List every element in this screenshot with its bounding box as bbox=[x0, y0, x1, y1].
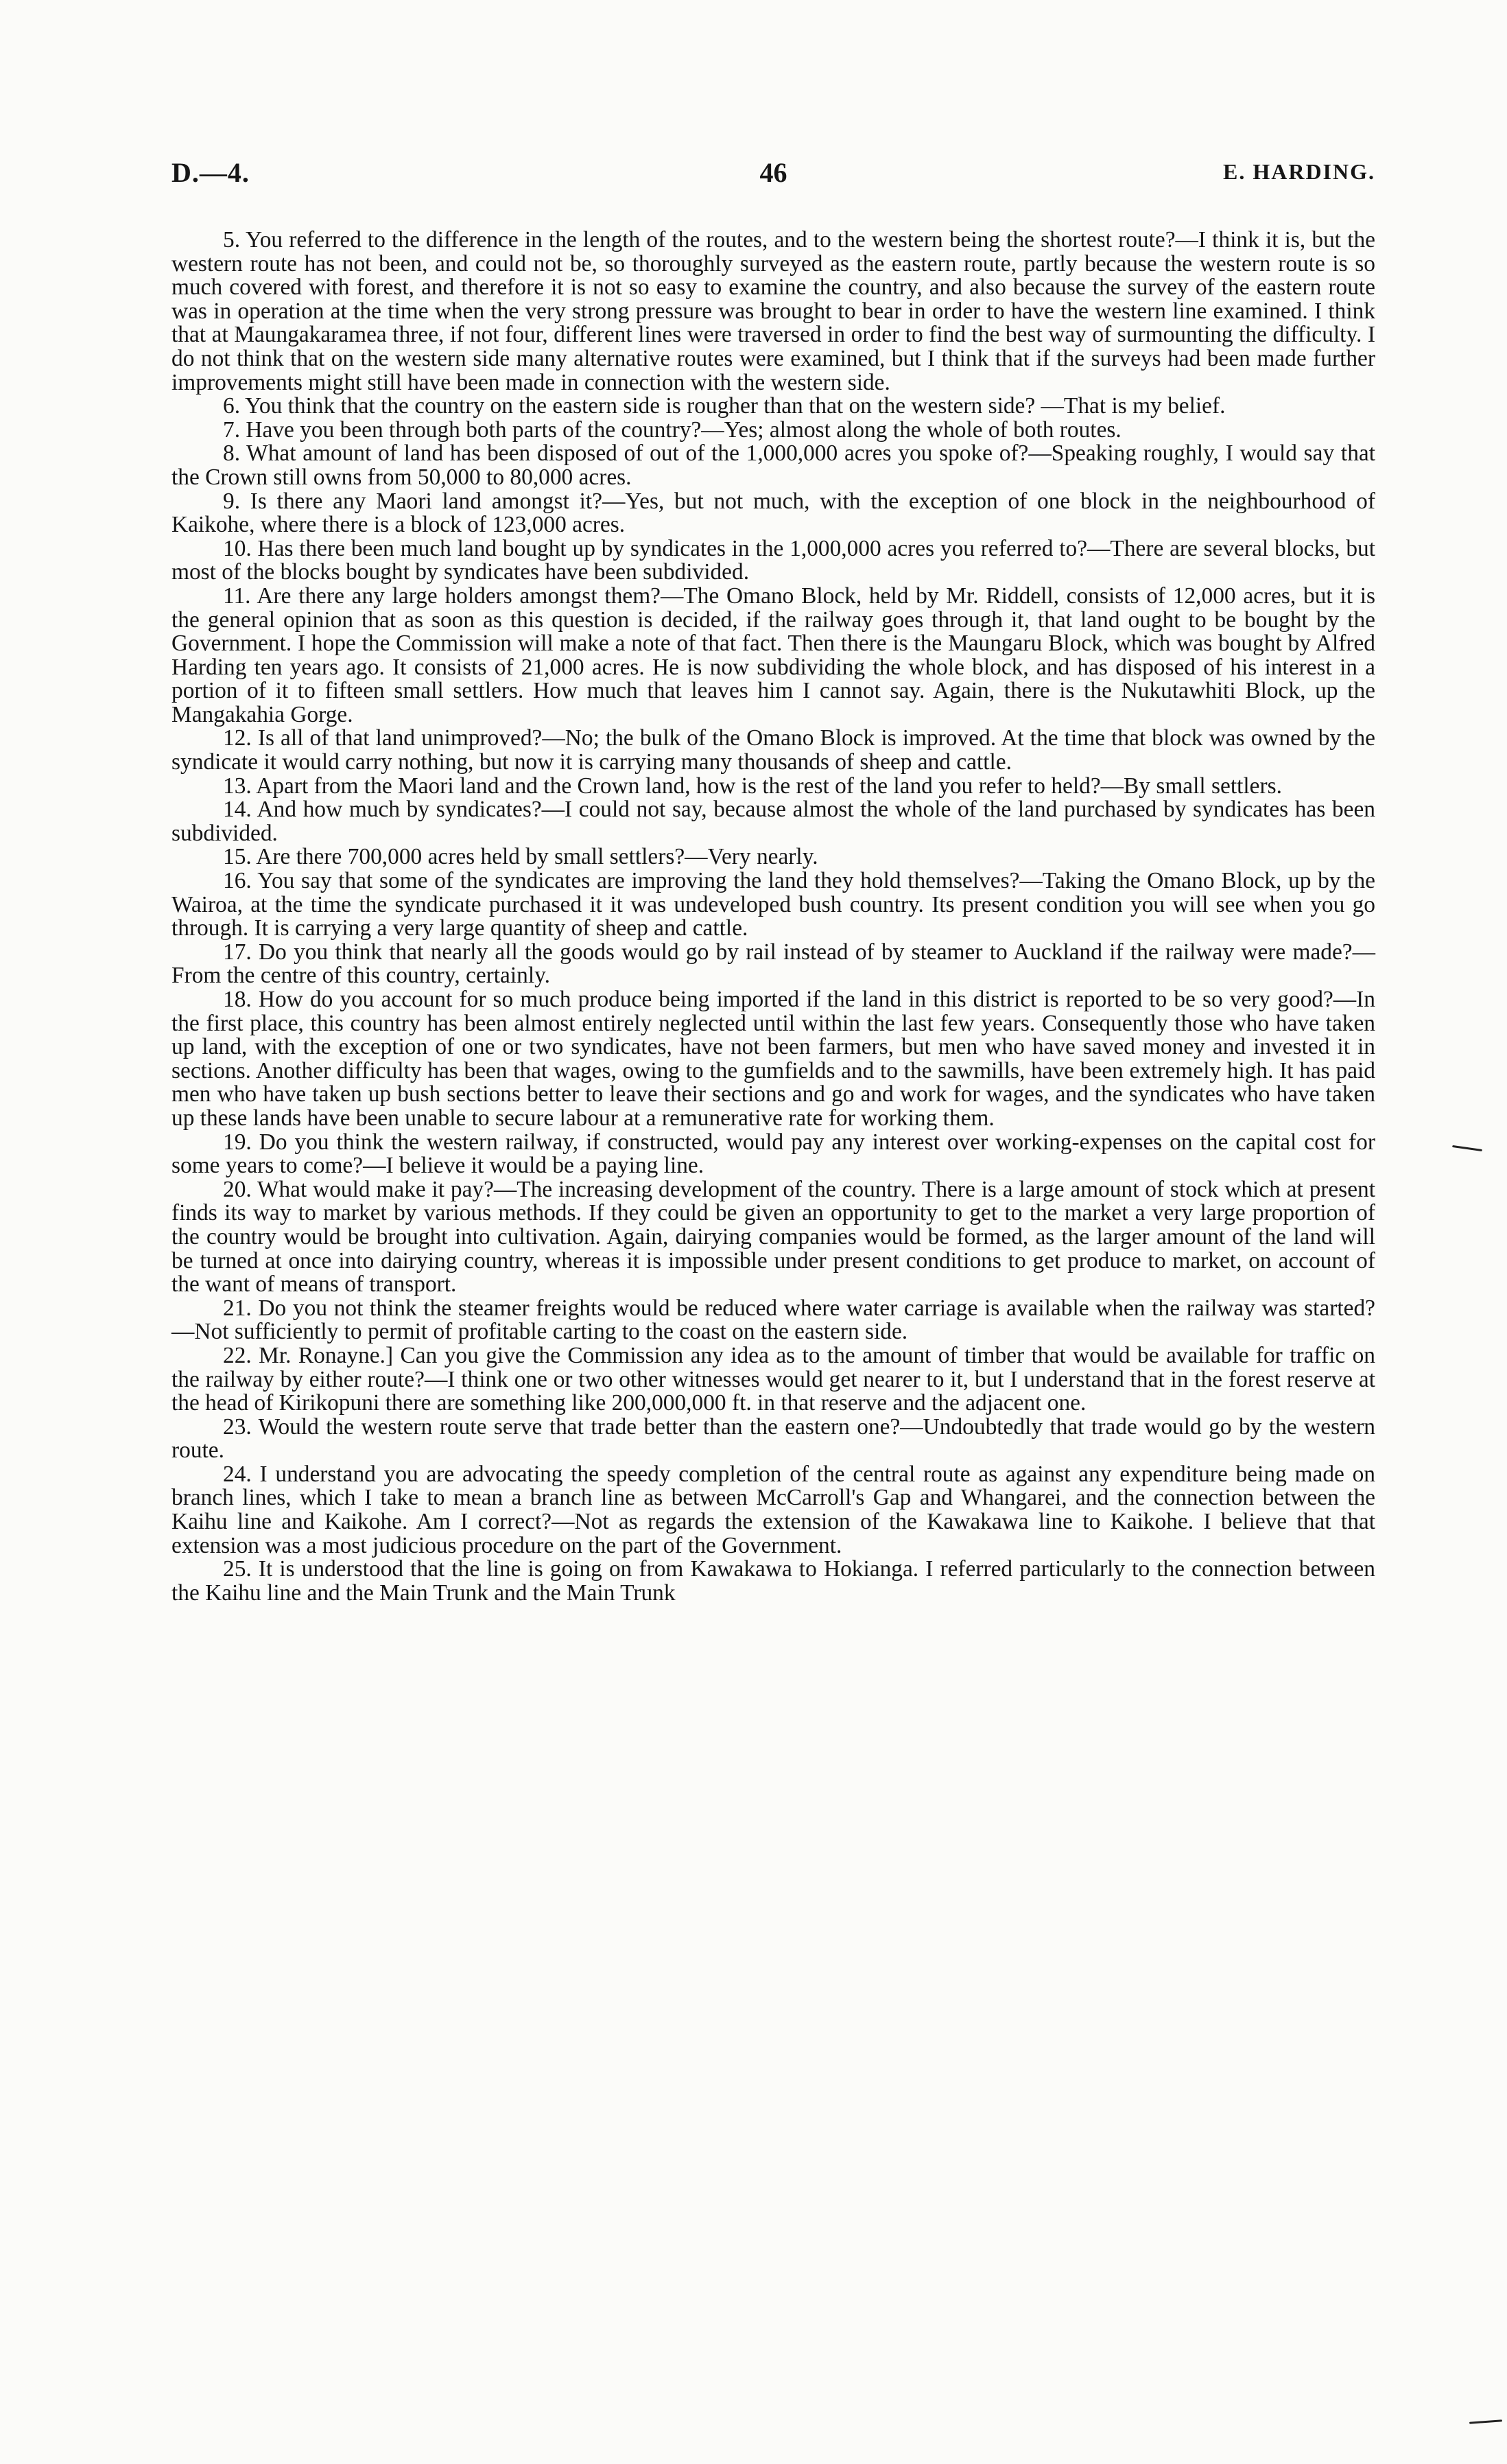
margin-mark bbox=[1452, 1145, 1482, 1151]
question-paragraph: 14. And how much by syndicates?—I could not say, because almost the whole of the land purchased by syndicates has been subdivided. bbox=[171, 797, 1375, 846]
margin-mark bbox=[1469, 2419, 1502, 2424]
question-paragraph: 16. You say that some of the syndicates are improving the land they hold themselves?—Taking the Omano Block, up by the Wairoa, at the time the syndicate purchased it it was undeveloped bush country. Its present condition you will see when you go through. It is carrying a very large quantity of sheep and cattle. bbox=[171, 868, 1375, 941]
question-paragraph: 25. It is understood that the line is going on from Kawakawa to Hokianga. I referred particularly to the connection between the Kaihu line and the Main Trunk and the Main Trunk bbox=[171, 1556, 1375, 1606]
question-paragraph: 6. You think that the country on the eastern side is rougher than that on the western side? —That is my belief. bbox=[223, 393, 1226, 419]
witness-name: E. HARDING. bbox=[1222, 159, 1375, 184]
question-paragraph: 9. Is there any Maori land amongst it?—Yes, but not much, with the exception of one block in the neighbourhood of Kaikohe, where there is a block of 123,000 acres. bbox=[171, 488, 1375, 538]
question-paragraph: 8. What amount of land has been disposed of out of the 1,000,000 acres you spoke of?—Speaking roughly, I would say that the Crown still owns from 50,000 to 80,000 acres. bbox=[171, 441, 1375, 490]
question-paragraph: 17. Do you think that nearly all the goods would go by rail instead of by steamer to Auckland if the railway were made?—From the centre of this country, certainly. bbox=[171, 939, 1375, 989]
question-paragraph: 12. Is all of that land unimproved?—No; the bulk of the Omano Block is improved. At the time that block was owned by the syndicate it would carry nothing, but now it is carrying many thousands of sheep and cattle. bbox=[171, 725, 1375, 775]
question-paragraph: 20. What would make it pay?—The increasing development of the country. There is a large amount of stock which at present finds its way to market by various methods. If they could be given an opportunity to get to the market a very large proportion of the country would be brought into cultivation. Again, dairying companies would be formed, as the larger amount of the land will be turned at once into dairying country, whereas it is impossible under present conditions to get produce to market, on account of the want of means of transport. bbox=[171, 1176, 1375, 1298]
question-paragraph: 19. Do you think the western railway, if constructed, would pay any interest over working-expenses on the capital cost for some years to come?—I believe it would be a paying line. bbox=[171, 1129, 1375, 1179]
question-paragraph: 7. Have you been through both parts of the country?—Yes; almost along the whole of both routes. bbox=[223, 416, 1122, 443]
question-paragraph: 15. Are there 700,000 acres held by small settlers?—Very nearly. bbox=[223, 844, 818, 870]
question-paragraph: 18. How do you account for so much produce being imported if the land in this district is reported to be so very good?—In the first place, this country has been almost entirely neglected until within the last few years. Consequently those who have taken up land, with the exception of one or two syndicates, have not been farmers, but men who have saved money and invested it in sections. Another difficulty has been that wages, owing to the gumfields and to the sawmills, have been extremely high. It has paid men who have taken up bush sections better to leave their sections and go and work for wages, and the syndicates who have taken up these lands have been unable to secure labour at a remunerative rate for working them. bbox=[171, 987, 1375, 1131]
page-number: 46 bbox=[759, 157, 787, 188]
question-paragraph: 21. Do you not think the steamer freights would be reduced where water carriage is available when the railway was started?—Not sufficiently to permit of profitable carting to the coast on the eastern side. bbox=[171, 1295, 1375, 1345]
page-header bbox=[171, 156, 1375, 198]
question-paragraph: 10. Has there been much land bought up by syndicates in the 1,000,000 acres you referred to?—There are several blocks, but most of the blocks bought by syndicates have been subdivided. bbox=[171, 535, 1375, 585]
testimony-body bbox=[171, 228, 1375, 1605]
question-paragraph: 22. Mr. Ronayne.] Can you give the Commission any idea as to the amount of timber that would be available for traffic on the railway by either route?—I think one or two other witnesses would get nearer to it, but I understand that in the forest reserve at the head of Kirikopuni there are something like 200,000,000 ft. in that reserve and the adjacent one. bbox=[171, 1342, 1375, 1416]
paper-reference: D.—4. bbox=[171, 157, 250, 188]
question-paragraph: 23. Would the western route serve that trade better than the eastern one?—Undoubtedly that trade would go by the western route. bbox=[171, 1413, 1375, 1464]
question-paragraph: 11. Are there any large holders amongst them?—The Omano Block, held by Mr. Riddell, consists of 12,000 acres, but it is the general opinion that as soon as this question is decided, if the railway goes through it, that land ought to be bought by the Government. I hope the Commission will make a note of that fact. Then there is the Maungaru Block, which was bought by Alfred Harding ten years ago. It consists of 21,000 acres. He is now subdividing the whole block, and has disposed of his interest in a portion of it to fifteen small settlers. How much that leaves him I cannot say. Again, there is the Nukutawhiti Block, up the Mangakahia Gorge. bbox=[171, 583, 1375, 727]
question-paragraph: 5. You referred to the difference in the length of the routes, and to the western being the shortest route?—I think it is, but the western route has not been, and could not be, so thoroughly surveyed as the eastern route, partly because the western route is so much covered with forest, and therefore it is not so easy to examine the country, and also because the survey of the eastern route was in operation at the time when the very strong pressure was brought to bear in order to have the western line examined. I think that at Maungakaramea three, if not four, different lines were traversed in order to find the best way of surmounting the difficulty. I do not think that on the western side many alternative routes were examined, but I think that if the surveys had been made further improvements might still have been made in connection with the western side. bbox=[171, 227, 1375, 395]
question-paragraph: 13. Apart from the Maori land and the Crown land, how is the rest of the land you refer to held?—By small settlers. bbox=[223, 773, 1282, 799]
question-paragraph: 24. I understand you are advocating the speedy completion of the central route as against any expenditure being made on branch lines, which I take to mean a branch line as between McCarroll's Gap and Whangarei, and the connection between the Kaihu line and Kaikohe. Am I correct?—Not as regards the extension of the Kawakawa line to Kaikohe. I believe that that extension was a most judicious procedure on the part of the Government. bbox=[171, 1461, 1375, 1558]
